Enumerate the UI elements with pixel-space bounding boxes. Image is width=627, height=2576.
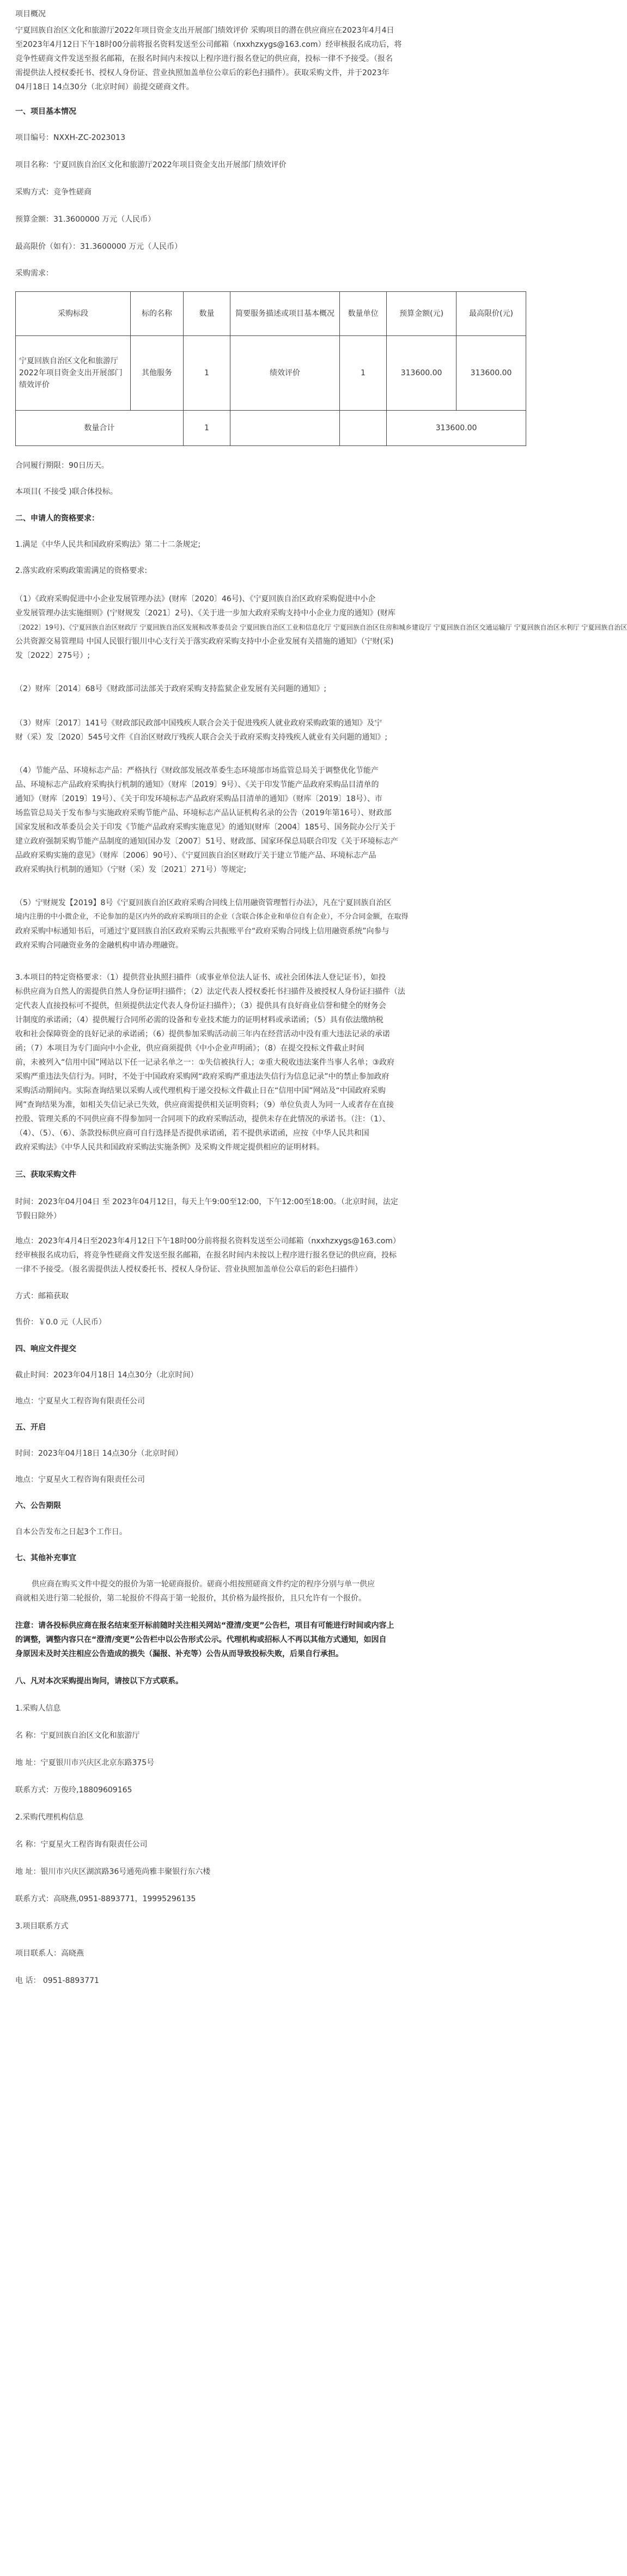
- table-header-row: [16, 292, 526, 336]
- section-label: 项目概况: [15, 10, 46, 19]
- heading-get-documents: 三、获取采购文件: [15, 1170, 76, 1179]
- agent-name: 名 称：宁夏星火工程咨询有限责任公司: [15, 1840, 148, 1849]
- project-name: 项目名称：宁夏回族自治区文化和旅游厅2022年项目资金支出开展部门绩效评价: [15, 161, 287, 169]
- get-place-line: 经审核报名成功后，将竞争性磋商文件发送至报名邮箱，在报名时间内未按以上程序进行报名登记的供应商，投标: [15, 1251, 397, 1260]
- policy-4-line: 场监管总局关于发布参与实施政府采购节能产品、环境标志产品认证机构名录的公告（2019年第16号）、财政部: [15, 809, 392, 817]
- consortium-note: 本项目( 不接受 )联合体投标。: [15, 487, 118, 496]
- specific-req-line: 前，未被列入“信用中国”网站以下任一记录名单之一：①失信被执行人；②重大税收违法案件当事人名单；③政府: [15, 1058, 395, 1067]
- policy-2: （2）财库〔2014〕68号《财政部司法部关于政府采购支持监狱企业发展有关问题的通知》;: [15, 685, 327, 693]
- table-row: [16, 336, 526, 411]
- policy-1-line: 公共资源交易管理局 中国人民银行银川中心支行关于落实政府采购支持中小企业发展有关措施的通知》（宁财(采): [15, 637, 394, 646]
- policy-4-line: 品、环境标志产品政府采购执行机制的通知》（财库〔2019〕9号）、《关于印发节能产品政府采购品目清单的: [15, 780, 379, 789]
- demand-table: [15, 291, 526, 446]
- get-time-line: 时间：2023年04月04日 至 2023年04月12日，每天上午9:00至12:00，下午12:00至18:00。（北京时间，法定: [15, 1198, 398, 1206]
- other-matters-line: 供应商在购买文件中提交的报价为第一轮磋商报价。磋商小组按照磋商文件约定的程序分别与单一供应: [32, 1580, 375, 1589]
- total-empty: [230, 411, 340, 446]
- demand-label: 采购需求：: [15, 269, 53, 278]
- budget-amount: 预算金额：31.3600000 万元（人民币）: [15, 215, 156, 224]
- agent-title: 2.采购代理机构信息: [15, 1813, 84, 1822]
- procurement-method: 采购方式：竞争性磋商: [15, 188, 92, 197]
- get-way: 方式：邮箱获取: [15, 1292, 69, 1301]
- other-matters-line: 商就相关进行第二轮报价，第二轮报价不得高于第一轮报价，其价格为最终报价，且只允许有一个报价。: [15, 1594, 366, 1603]
- get-place-line: 地点：2023年4月4日至2023年4月12日下午18时00分前将报名资料发送至公司邮箱（nxxhzxygs@163.com）: [15, 1237, 400, 1246]
- specific-req-line: 函；（7）本项目为专门面向中小企业，供应商须提供《中小企业声明函》；（8）在提交投标文件截止时间: [15, 1044, 364, 1053]
- buyer-contact: 联系方式：万俊玲,18809609165: [15, 1786, 132, 1794]
- policy-5-line: 政府采购合同融资业务的金融机构申请办理融资。: [15, 941, 183, 950]
- specific-req-line: （4）、（5）、（6）、条款投标供应商可自行选择是否提供承诺函，若不提供承诺函，应按《中华人民共和国: [15, 1129, 369, 1138]
- specific-req-line: 控股、管理关系的不同供应商不得参加同一合同项下的政府采购活动，提供未存在此情况的承诺书。（注：（1）、: [15, 1115, 390, 1124]
- heading-submission: 四、响应文件提交: [15, 1345, 76, 1353]
- project-contact-person: 项目联系人：高晓燕: [15, 1949, 84, 1958]
- submission-place: 地点：宁夏星火工程咨询有限责任公司: [15, 1397, 145, 1406]
- buyer-title: 1.采购人信息: [15, 1704, 61, 1713]
- table-cell: 313600.00: [456, 336, 526, 411]
- table-cell: 1: [339, 336, 386, 411]
- total-label: 数量合计: [16, 411, 184, 446]
- submission-deadline: 截止时间：2023年04月18日 14点30分（北京时间）: [15, 1371, 198, 1379]
- table-cell: 1: [183, 336, 230, 411]
- get-price: 售价：￥0.0 元（人民币）: [15, 1318, 106, 1327]
- intro-line-1: 宁夏回族自治区文化和旅游厅2022年项目资金支出开展部门绩效评价 采购项目的潜在供应商应在2023年4月4日: [15, 26, 394, 35]
- specific-req-line: 收和社会保障资金的良好记录的承诺函；（6）提供参加采购活动前三年内在经营活动中没有重大违法记录的承诺: [15, 1030, 390, 1039]
- qual-req-1: 1.满足《中华人民共和国政府采购法》第二十二条规定;: [15, 540, 201, 549]
- policy-3-line: 财（采）发〔2020〕545号文件《自治区财政厅残疾人联合会关于政府采购支持残疾人就业有关问题的通知》;: [15, 733, 388, 742]
- policy-3-line: （3）财库〔2017〕141号《财政部民政部中国残疾人联合会关于促进残疾人就业政府采购政策的通知》及宁: [15, 719, 382, 728]
- attention-notice-line: 注意：请各投标供应商在报名结束至开标前随时关注相关网站“澄清/变更”公告栏，项目有可能进行时间或内容上: [15, 1621, 394, 1630]
- specific-req-line: 标供应商为自然人的需提供自然人身份证明扫描件；（2）法定代表人授权委托书扫描件及被授权人身份证扫描件（法: [15, 987, 405, 996]
- policy-4-line: 品政府采购实施的意见》（财库〔2006〕90号）、《宁夏回族自治区财政厅关于建立节能产品、环境标志产品: [15, 851, 376, 860]
- table-header-cell: 简要服务描述或项目基本概况: [230, 292, 340, 336]
- policy-1-line: 〔2022〕19号)、《宁夏回族自治区财政厅 宁夏回族自治区发展和改革委员会 宁夏回族自治区工业和信息化厅 宁夏回族自治区住房和城乡建设厅 宁夏回族自治区交通运输厅 宁夏回族自治区水利厅 宁夏回族自治区: [15, 624, 627, 631]
- policy-4-line: 通知》（财库〔2019〕19号）、《关于印发环境标志产品政府采购品目清单的通知》（财库〔2019〕18号）、市: [15, 795, 382, 803]
- specific-req-line: 3.本项目的特定资格要求：（1）提供营业执照扫描件（或事业单位法人证书、或社会团体法人登记证书），如投: [15, 973, 386, 982]
- policy-5-line: 政府采购中标通知书后，可通过宁夏回族自治区政府采购云共振账平台“政府采购合同线上信用融资系统”向参与: [15, 927, 389, 936]
- specific-req-line: 计制度的承诺函；（4）提供履行合同所必需的设备和专业技术能力的证明材料或承诺函；（5）具有依法缴纳税: [15, 1016, 383, 1024]
- policy-1-line: 发〔2022〕275号）;: [15, 651, 90, 660]
- heading-qualifications: 二、申请人的资格要求：: [15, 514, 99, 523]
- heading-notice-period: 六、公告期限: [15, 1501, 61, 1510]
- table-total-row: [16, 411, 526, 446]
- table-cell-lot: 宁夏回族自治区文化和旅游厅2022年项目资金支出开展部门绩效评价: [16, 336, 131, 411]
- total-empty: [339, 411, 386, 446]
- max-price: 最高限价（如有）：31.3600000 万元（人民币）: [15, 242, 182, 251]
- project-contact-phone: 电 话： 0951-8893771: [15, 1976, 99, 1985]
- table-header-cell: 标的名称: [131, 292, 184, 336]
- policy-4-line: 政府采购执行机制的通知》（宁财（采）发〔2021〕271号）等规定;: [15, 865, 247, 874]
- contract-period: 合同履行期限：90日历天。: [15, 461, 109, 470]
- project-contact-title: 3.项目联系方式: [15, 1922, 69, 1931]
- intro-line-4: 需提供法人授权委托书、授权人身份证、营业执照加盖单位公章后的彩色扫描件）。获取采购文件，并于2023年: [15, 69, 389, 77]
- agent-contact: 联系方式：高晓燕,0951-8893771，19995296135: [15, 1895, 196, 1903]
- table-header-cell: 数量单位: [339, 292, 386, 336]
- opening-time: 时间：2023年04月18日 14点30分（北京时间）: [15, 1449, 183, 1458]
- heading-contact: 八、凡对本次采购提出询问，请按以下方式联系。: [15, 1677, 183, 1686]
- heading-basic-info: 一、项目基本情况: [15, 107, 76, 116]
- attention-notice-line: 身原因未及时关注相应公告造成的损失（漏报、补充等）公告从而导致投标失败，后果自行承担。: [15, 1650, 343, 1658]
- opening-place: 地点：宁夏星火工程咨询有限责任公司: [15, 1475, 145, 1484]
- table-cell: 其他服务: [131, 336, 184, 411]
- attention-notice-line: 的调整，调整内容只在“澄清/变更”公告栏中以公告形式公示。代理机构或招标人不再以其他方式通知，如因自: [15, 1635, 387, 1644]
- policy-5-line: 境内注册的中小微企业，不论参加的是区内外的政府采购项目的企业（含联合体企业和单位自有企业），不分合同金额，在取得: [15, 913, 409, 921]
- policy-1-line: 业发展管理办法实施细则》(宁财规发〔2021〕2号)、《关于进一步加大政府采购支持中小企业力度的通知》(财库: [15, 609, 395, 618]
- project-number: 项目编号：NXXH-ZC-2023013: [15, 133, 126, 142]
- policy-4-line: 国家发展和改革委员会关于印发《节能产品政府采购实施意见》的通知(财库〔2004〕185号、国务院办公厅关于: [15, 823, 395, 832]
- specific-req-line: 定代表人直接投标可不提供，但须提供法定代表人身份证扫描件）；（3）提供具有良好商业信誉和健全的财务会: [15, 1002, 386, 1010]
- total-qty: 1: [183, 411, 230, 446]
- total-budget: 313600.00: [387, 411, 526, 446]
- policy-1-line: （1）《政府采购促进中小企业发展管理办法》(财库〔2020〕46号)、《宁夏回族自治区政府采购促进中小企: [15, 595, 376, 603]
- heading-other-matters: 七、其他补充事宜: [15, 1554, 76, 1562]
- table-header-cell: 数量: [183, 292, 230, 336]
- buyer-address: 地 址：宁夏银川市兴庆区北京东路375号: [15, 1759, 155, 1767]
- policy-4-line: （4）节能产品、环境标志产品：严格执行《财政部发展改革委生态环境部市场监管总局关于调整优化节能产: [15, 766, 379, 775]
- specific-req-line: 网”查询结果为准，如相关失信记录已失效，供应商需提供相关证明资料；（9）单位负责人为同一人或者存在直接: [15, 1101, 394, 1109]
- policy-5-line: （5）宁财规发【2019】8号《宁夏回族自治区政府采购合同线上信用融资管理暂行办法》，凡在宁夏回族自治区: [15, 899, 392, 907]
- table-header-cell: 采购标段: [16, 292, 131, 336]
- qual-req-2: 2.落实政府采购政策需满足的资格要求:: [15, 566, 148, 575]
- specific-req-line: 采购严重违法失信行为。同时，不处于中国政府采购网“政府采购严重违法失信行为信息记录”中的禁止参加政府: [15, 1072, 389, 1081]
- agent-address: 地 址：银川市兴庆区湖滨路36号通苑尚雅丰聚银行东六楼: [15, 1867, 211, 1876]
- specific-req-line: 采购活动期间内。实际查询结果以采购人或代理机构于递交投标文件截止日在“信用中国”网站及“中国政府采购: [15, 1086, 386, 1095]
- specific-req-line: 政府采购法》《中华人民共和国政府采购法实施条例》及采购文件规定提供相应的证明材料。: [15, 1143, 324, 1152]
- intro-line-2: 至2023年4月12日下午18时00分前将报名资料发送至公司邮箱（nxxhzxygs@163.com）经审核报名成功后，将: [15, 40, 402, 49]
- table-cell: 绩效评价: [230, 336, 340, 411]
- policy-4-line: 建立政府强制采购节能产品制度的通知(国办发〔2007〕51号、财政部、国家环保总局联合印发《关于环境标志产: [15, 837, 398, 846]
- heading-opening: 五、开启: [15, 1423, 46, 1432]
- table-header-cell: 预算金额(元): [387, 292, 456, 336]
- table-cell: 313600.00: [387, 336, 456, 411]
- get-place-line: 一律不予接受。（报名需提供法人授权委托书、授权人身份证、营业执照加盖单位公章后的彩色扫描件）: [15, 1265, 362, 1274]
- buyer-name: 名 称：宁夏回族自治区文化和旅游厅: [15, 1731, 140, 1740]
- intro-line-3: 竞争性磋商文件发送至报名邮箱，在报名时间内未按以上程序进行报名登记的供应商，投标一律不予接受。（报名: [15, 54, 393, 63]
- notice-period-text: 自本公告发布之日起3个工作日。: [15, 1528, 127, 1536]
- table-header-cell: 最高限价(元): [456, 292, 526, 336]
- get-time-line: 节假日除外）: [15, 1212, 61, 1220]
- intro-line-5: 04月18日 14点30分（北京时间）前提交磋商文件。: [15, 83, 194, 91]
